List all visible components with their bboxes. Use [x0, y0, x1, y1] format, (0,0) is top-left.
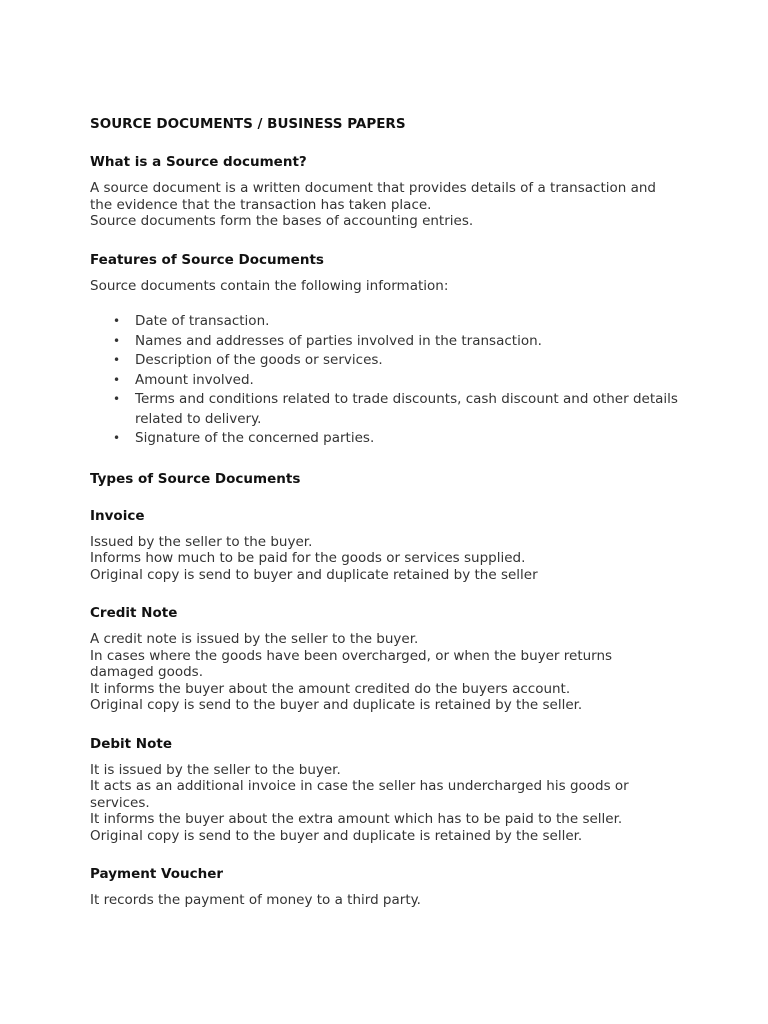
paragraph-line: It is issued by the seller to the buyer.	[90, 761, 341, 778]
paragraph-line: A credit note is issued by the seller to the buyer.	[90, 631, 419, 647]
paragraph-line: It informs the buyer about the amount credited do the buyers account.	[90, 680, 571, 697]
list-item-text: Amount involved.	[135, 371, 254, 388]
section-debit-note	[90, 736, 678, 845]
bullet-icon: •	[113, 372, 121, 387]
list-item-text: Description of the goods or services.	[135, 352, 383, 368]
section-payment-voucher	[90, 866, 678, 909]
list-item	[113, 429, 678, 449]
heading-features: Features of Source Documents	[90, 251, 324, 268]
bullet-icon: •	[113, 333, 121, 348]
paragraph-line: Original copy is send to buyer and duplicate retained by the seller	[90, 566, 538, 583]
section-invoice	[90, 508, 678, 584]
heading-payment-voucher: Payment Voucher	[90, 866, 224, 882]
bullet-icon: •	[113, 431, 121, 445]
features-list	[90, 312, 678, 449]
document-title: SOURCE DOCUMENTS / BUSINESS PAPERS	[90, 116, 406, 132]
list-item-text: Names and addresses of parties involved in the transaction.	[135, 332, 542, 349]
paragraph-line: Original copy is send to the buyer and duplicate is retained by the seller.	[90, 827, 583, 844]
list-item	[113, 312, 678, 332]
bullet-icon: •	[113, 314, 121, 328]
paragraph-line: Original copy is send to the buyer and duplicate is retained by the seller.	[90, 697, 583, 713]
list-item-text: Date of transaction.	[135, 313, 270, 329]
heading-types: Types of Source Documents	[90, 470, 301, 487]
heading-debit-note: Debit Note	[90, 735, 172, 752]
heading-invoice: Invoice	[90, 507, 145, 524]
paragraph-line: It acts as an additional invoice in case the seller has undercharged his goods or services.	[90, 778, 629, 811]
section-features	[90, 252, 678, 449]
list-item	[113, 390, 678, 429]
paragraph-line: It informs the buyer about the extra amount which has to be paid to the seller.	[90, 811, 623, 827]
section-credit-note	[90, 605, 678, 714]
heading-what-is: What is a Source document?	[90, 154, 307, 170]
features-intro: Source documents contain the following information:	[90, 277, 449, 294]
paragraph-line: A source document is a written document that provides details of a transaction and the evidence that the transaction has taken place.	[90, 180, 656, 213]
paragraph-line: It records the payment of money to a third party.	[90, 892, 421, 908]
section-what-is	[90, 154, 678, 230]
paragraph-line: Issued by the seller to the buyer.	[90, 533, 313, 550]
paragraph-line: In cases where the goods have been overcharged, or when the buyer returns damaged goods.	[90, 647, 613, 680]
paragraph-line: Informs how much to be paid for the goods or services supplied.	[90, 550, 526, 566]
list-item	[113, 332, 678, 352]
bullet-icon: •	[113, 353, 121, 367]
list-item-text: Terms and conditions related to trade discounts, cash discount and other details related to delivery.	[135, 391, 678, 427]
list-item-text: Signature of the concerned parties.	[135, 430, 375, 446]
paragraph-line: Source documents form the bases of accounting entries.	[90, 213, 474, 229]
list-item	[113, 371, 678, 391]
list-item	[113, 351, 678, 371]
section-types	[90, 471, 678, 488]
heading-credit-note: Credit Note	[90, 605, 178, 621]
bullet-icon: •	[113, 392, 121, 406]
